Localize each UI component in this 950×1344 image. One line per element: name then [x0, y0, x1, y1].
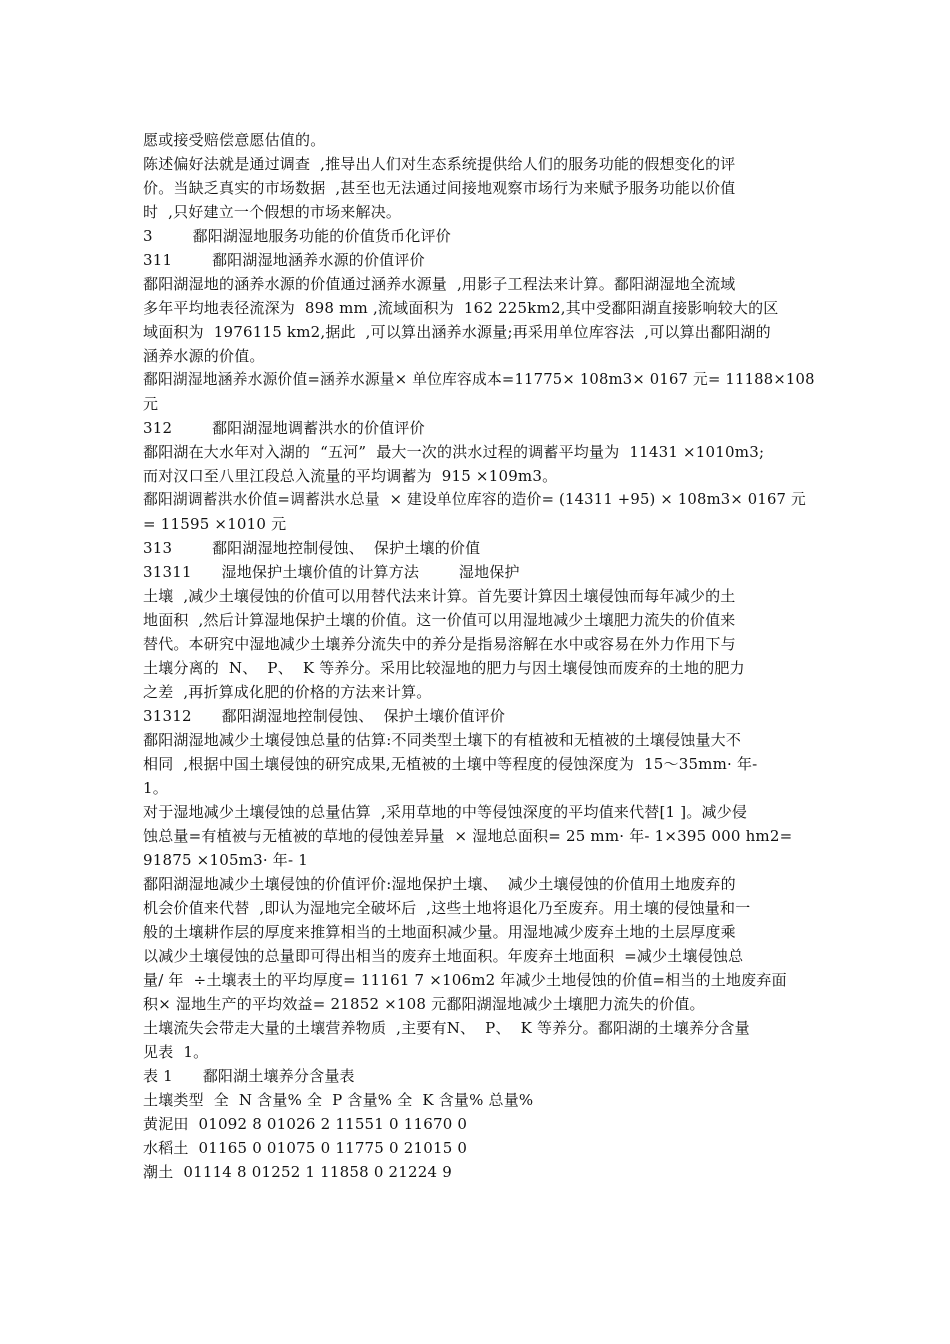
text-line: 土壤流失会带走大量的土壤营养物质 ,主要有N、 P、 K 等养分。鄱阳湖的土壤养分含量	[143, 1019, 750, 1037]
text-line: 价。当缺乏真实的市场数据 ,甚至也无法通过间接地观察市场行为来赋予服务功能以价值	[143, 179, 736, 197]
text-line: 量/ 年 ÷土壤表土的平均厚度= 11161 7 ×106m2 年减少土地侵蚀的价值=相当的土地废弃面	[143, 971, 787, 989]
text-line: 土壤 ,减少土壤侵蚀的价值可以用替代法来计算。首先要计算因土壤侵蚀而每年减少的土	[143, 587, 736, 605]
text-line: 鄱阳湖湿地涵养水源价值=涵养水源量× 单位库容成本=11775× 108m3× 0167 元= 11188×108	[143, 371, 815, 388]
text-line: 替代。本研究中湿地减少土壤养分流失中的养分是指易溶解在水中或容易在外力作用下与	[143, 635, 736, 653]
text-line: 而对汉口至八里江段总入流量的平均调蓄为 915 ×109m3。	[143, 467, 558, 485]
text-line: 91875 ×105m3· 年- 1	[143, 851, 308, 869]
text-line: 多年平均地表径流深为 898 mm ,流域面积为 162 225km2,其中受鄱阳湖直接影响较大的区	[143, 299, 779, 317]
text-line: 机会价值来代替 ,即认为湿地完全破坏后 ,这些土地将退化乃至废弃。用土壤的侵蚀量和一	[143, 899, 751, 917]
subsection-heading: 31312 鄱阳湖湿地控制侵蚀、 保护土壤价值评价	[143, 707, 506, 725]
text-line: = 11595 ×1010 元	[143, 515, 287, 533]
text-line: 鄱阳湖湿地减少土壤侵蚀总量的估算:不同类型土壤下的有植被和无植被的土壤侵蚀量大不	[143, 731, 742, 749]
table-row: 水稻土 01165 0 01075 0 11775 0 21015 0	[143, 1139, 468, 1157]
text-line: 愿或接受赔偿意愿估值的。	[143, 131, 326, 149]
text-line: 涵养水源的价值。	[143, 347, 265, 365]
subsection-heading: 312 鄱阳湖湿地调蓄洪水的价值评价	[143, 419, 425, 437]
text-line: 见表 1。	[143, 1043, 209, 1061]
text-line: 蚀总量=有植被与无植被的草地的侵蚀差异量 × 湿地总面积= 25 mm· 年- 1×395 000 hm2=	[143, 827, 793, 845]
text-line: 地面积 ,然后计算湿地保护土壤的价值。这一价值可以用湿地减少土壤肥力流失的价值来	[143, 611, 736, 629]
text-line: 鄱阳湖湿地减少土壤侵蚀的价值评价:湿地保护土壤、 减少土壤侵蚀的价值用土地废弃的	[143, 875, 736, 893]
section-heading: 3 鄱阳湖湿地服务功能的价值货币化评价	[143, 227, 451, 245]
text-line: 域面积为 1976115 km2,据此 ,可以算出涵养水源量;再采用单位库容法 ,可以算出鄱阳湖的	[143, 323, 771, 341]
text-line: 以减少土壤侵蚀的总量即可得出相当的废弃土地面积。年废弃土地面积 =减少土壤侵蚀总	[143, 947, 744, 965]
subsection-heading: 313 鄱阳湖湿地控制侵蚀、 保护土壤的价值	[143, 539, 481, 557]
text-line: 土壤分离的 N、 P、 K 等养分。采用比较湿地的肥力与因土壤侵蚀而废弃的土地的肥力	[143, 659, 745, 677]
table-caption: 表 1 鄱阳湖土壤养分含量表	[143, 1067, 355, 1085]
table-row: 黄泥田 01092 8 01026 2 11551 0 11670 0	[143, 1115, 468, 1133]
text-line: 时 ,只好建立一个假想的市场来解决。	[143, 203, 402, 221]
text-line: 鄱阳湖湿地的涵养水源的价值通过涵养水源量 ,用影子工程法来计算。鄱阳湖湿地全流域	[143, 275, 736, 293]
text-line: 鄱阳湖在大水年对入湖的 “五河” 最大一次的洪水过程的调蓄平均量为 11431 ×1010m3;	[143, 443, 765, 461]
text-line: 对于湿地减少土壤侵蚀的总量估算 ,采用草地的中等侵蚀深度的平均值来代替[1 ]。减少侵	[143, 803, 748, 821]
document-page	[143, 128, 813, 1184]
table-header-row: 土壤类型 全 N 含量% 全 P 含量% 全 K 含量% 总量%	[143, 1091, 534, 1109]
text-line: 陈述偏好法就是通过调查 ,推导出人们对生态系统提供给人们的服务功能的假想变化的评	[143, 155, 736, 173]
text-line: 元	[143, 395, 159, 413]
subsection-heading: 31311 湿地保护土壤价值的计算方法 湿地保护	[143, 563, 520, 581]
text-line: 相同 ,根据中国土壤侵蚀的研究成果,无植被的土壤中等程度的侵蚀深度为 15～35mm· 年-	[143, 755, 758, 773]
text-line: 积× 湿地生产的平均效益= 21852 ×108 元鄱阳湖湿地减少土壤肥力流失的价值。	[143, 995, 705, 1013]
text-line: 鄱阳湖调蓄洪水价值=调蓄洪水总量 × 建设单位库容的造价= (14311 +95) × 108m3× 0167 元	[143, 491, 806, 508]
table-row: 潮土 01114 8 01252 1 11858 0 21224 9	[143, 1163, 452, 1181]
text-line: 1。	[143, 779, 168, 797]
text-line: 般的土壤耕作层的厚度来推算相当的土地面积减少量。用湿地减少废弃土地的土层厚度乘	[143, 923, 736, 941]
subsection-heading: 311 鄱阳湖湿地涵养水源的价值评价	[143, 251, 425, 269]
text-line: 之差 ,再折算成化肥的价格的方法来计算。	[143, 683, 432, 701]
